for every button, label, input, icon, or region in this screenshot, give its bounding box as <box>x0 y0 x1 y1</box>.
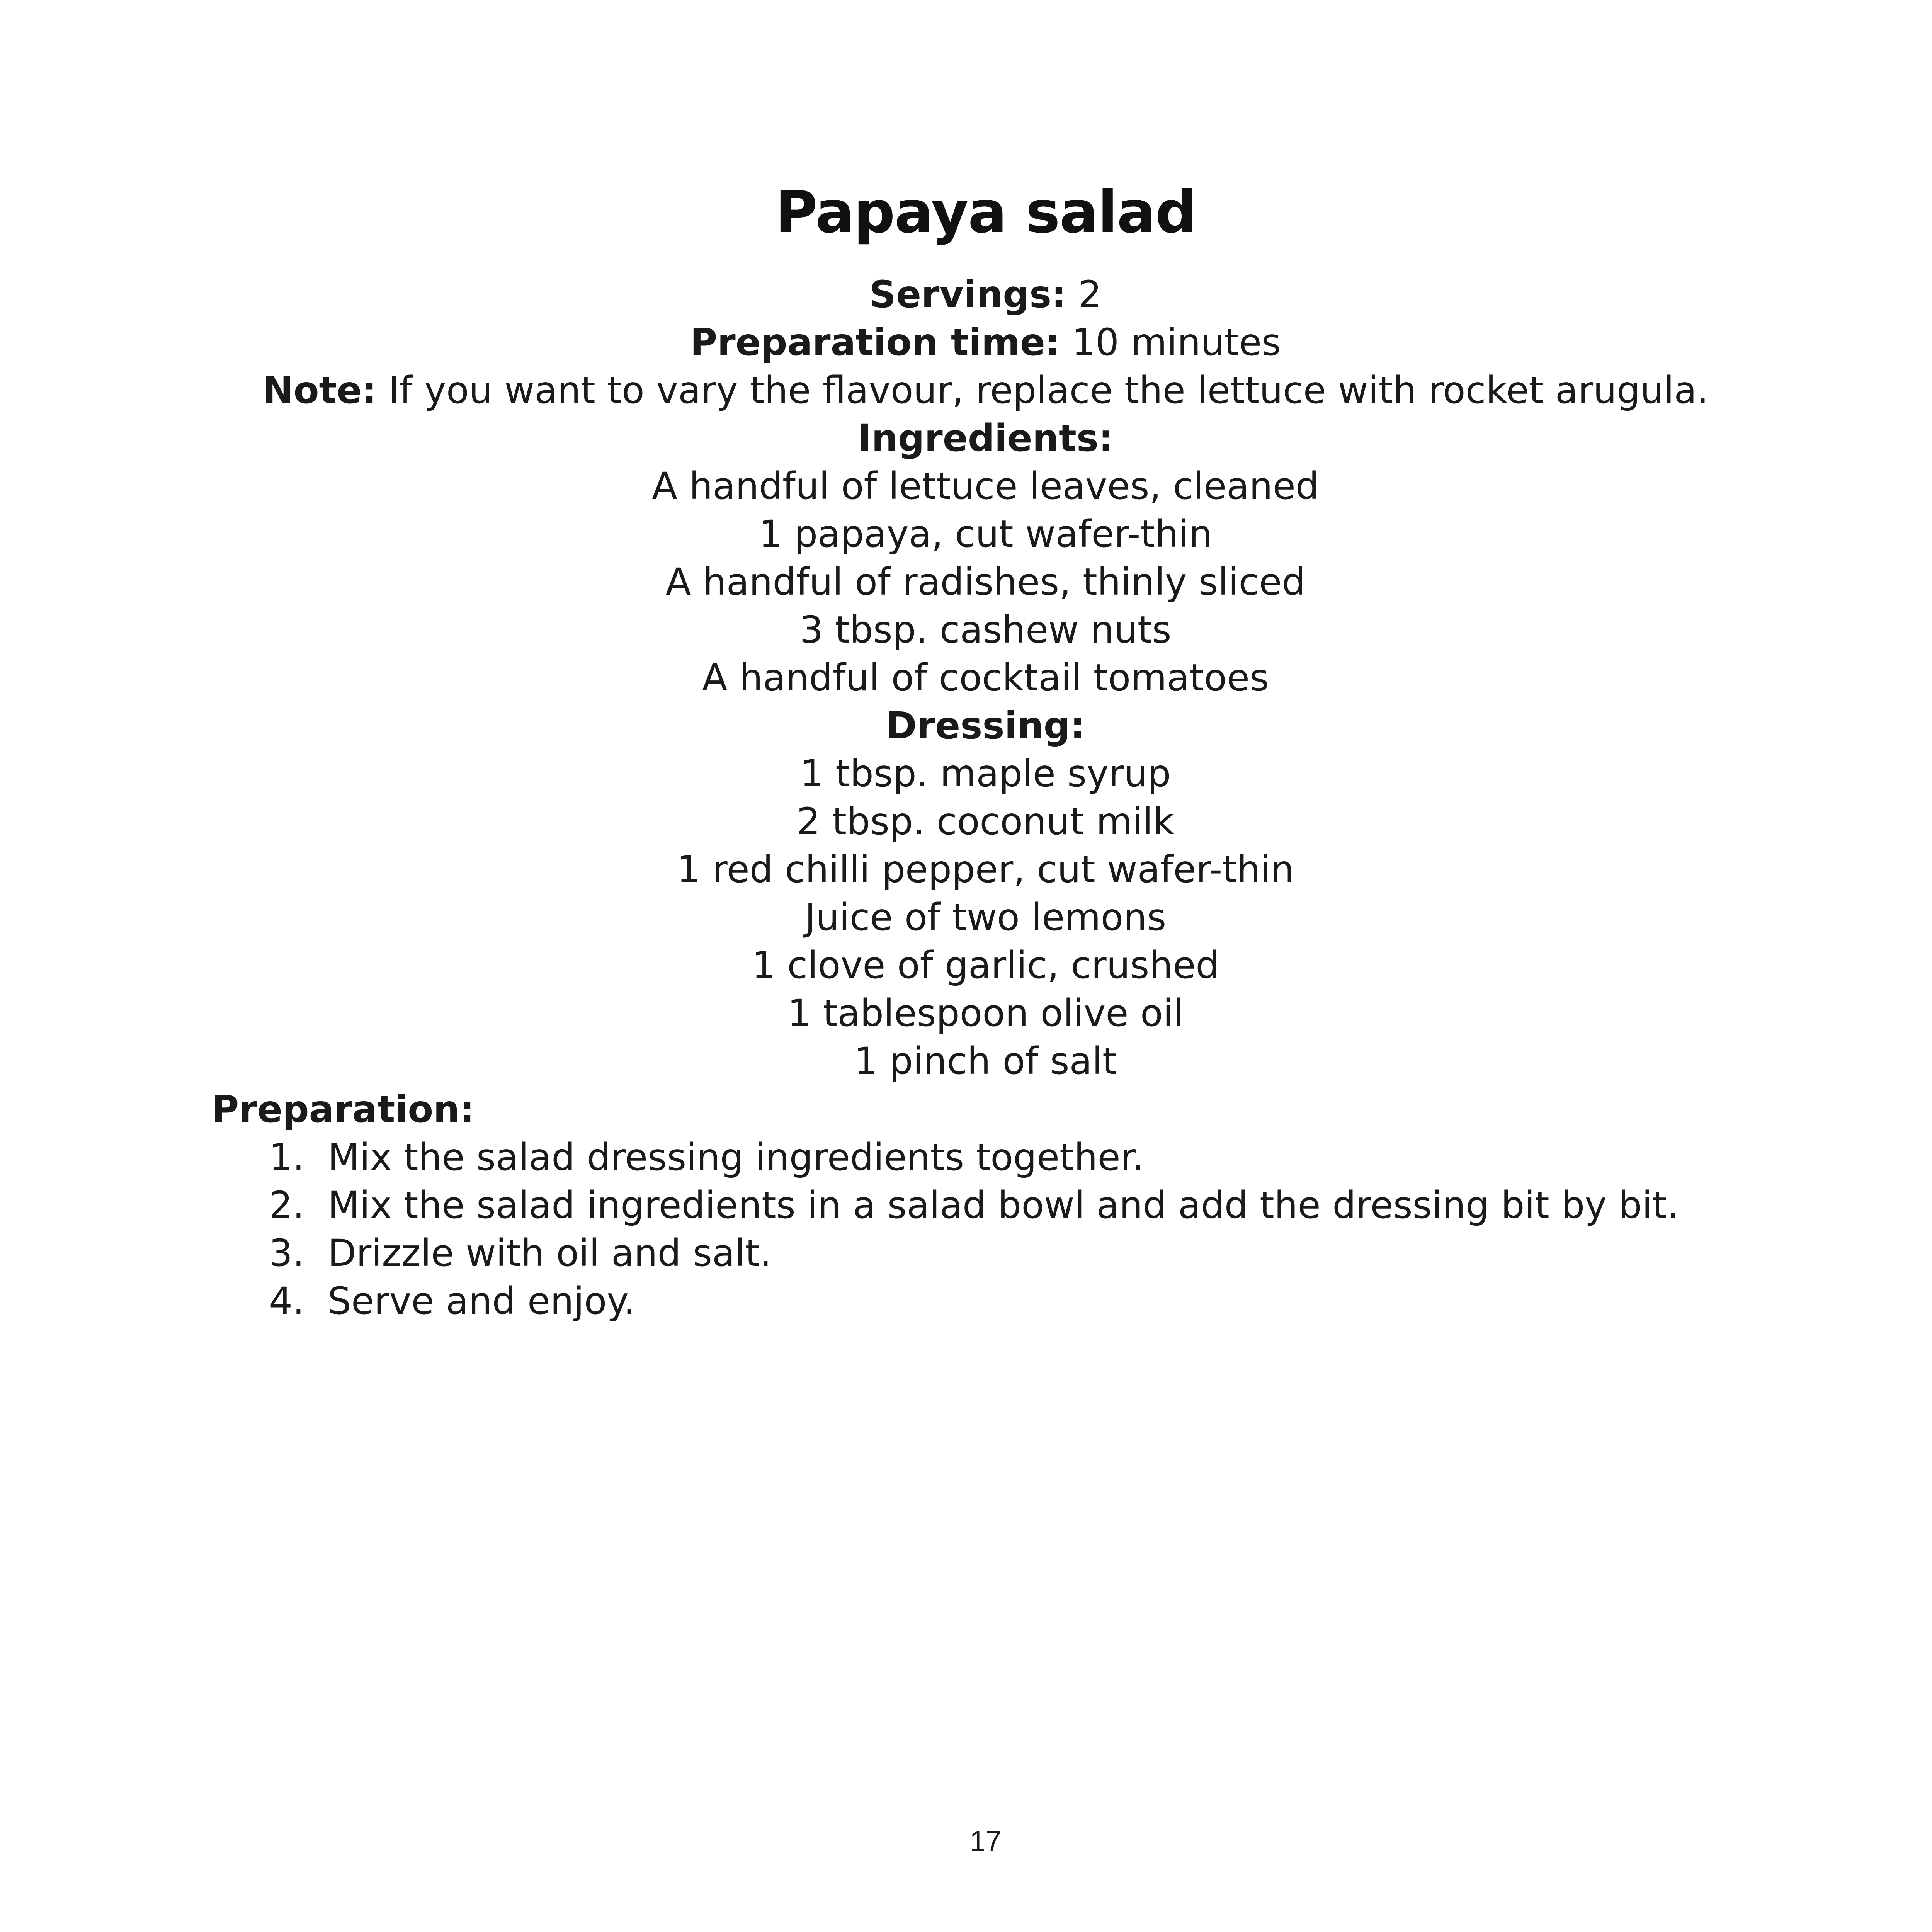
ingredient-item: A handful of cocktail tomatoes <box>702 656 1269 699</box>
recipe-title: Papaya salad <box>775 179 1196 246</box>
step-text: Serve and enjoy. <box>328 1279 635 1323</box>
note-text: If you want to vary the flavour, replace the lettuce with rocket arugula. <box>388 369 1709 412</box>
step-text: Drizzle with oil and salt. <box>328 1231 772 1275</box>
ingredient-item: A handful of lettuce leaves, cleaned <box>652 464 1319 508</box>
note-line <box>0 366 1932 414</box>
servings-value: 2 <box>1078 273 1102 316</box>
ingredient-item: A handful of radishes, thinly sliced <box>665 560 1306 604</box>
dressing-item: 1 tablespoon olive oil <box>787 992 1184 1035</box>
step-number: 3. <box>269 1231 304 1275</box>
step-number: 1. <box>269 1136 304 1179</box>
prep-time-line <box>0 318 1932 366</box>
ingredients-heading: Ingredients: <box>857 417 1114 460</box>
page-number: 17 <box>969 1825 1002 1857</box>
dressing-item: 1 clove of garlic, crushed <box>752 944 1219 987</box>
servings-line <box>0 270 1932 318</box>
servings-label: Servings: <box>869 273 1066 316</box>
dressing-item: 1 red chilli pepper, cut wafer-thin <box>677 848 1294 891</box>
dressing-item: 1 tbsp. maple syrup <box>800 752 1171 795</box>
step-text: Mix the salad ingredients in a salad bowl and add the dressing bit by bit. <box>328 1184 1679 1227</box>
ingredient-item: 3 tbsp. cashew nuts <box>799 608 1172 651</box>
prep-time-value: 10 minutes <box>1071 321 1281 364</box>
note-label: Note: <box>262 369 377 412</box>
step-number: 2. <box>269 1184 304 1227</box>
ingredient-item: 1 papaya, cut wafer-thin <box>759 512 1213 556</box>
recipe-details <box>0 270 1932 1085</box>
dressing-item: Juice of two lemons <box>804 896 1167 939</box>
prep-time-label: Preparation time: <box>690 321 1060 364</box>
step-number: 4. <box>269 1279 304 1323</box>
dressing-item: 1 pinch of salt <box>854 1039 1117 1083</box>
dressing-item: 2 tbsp. coconut milk <box>796 800 1175 843</box>
preparation-heading: Preparation: <box>212 1088 474 1131</box>
dressing-heading: Dressing: <box>886 704 1085 747</box>
step-text: Mix the salad dressing ingredients together. <box>328 1136 1144 1179</box>
